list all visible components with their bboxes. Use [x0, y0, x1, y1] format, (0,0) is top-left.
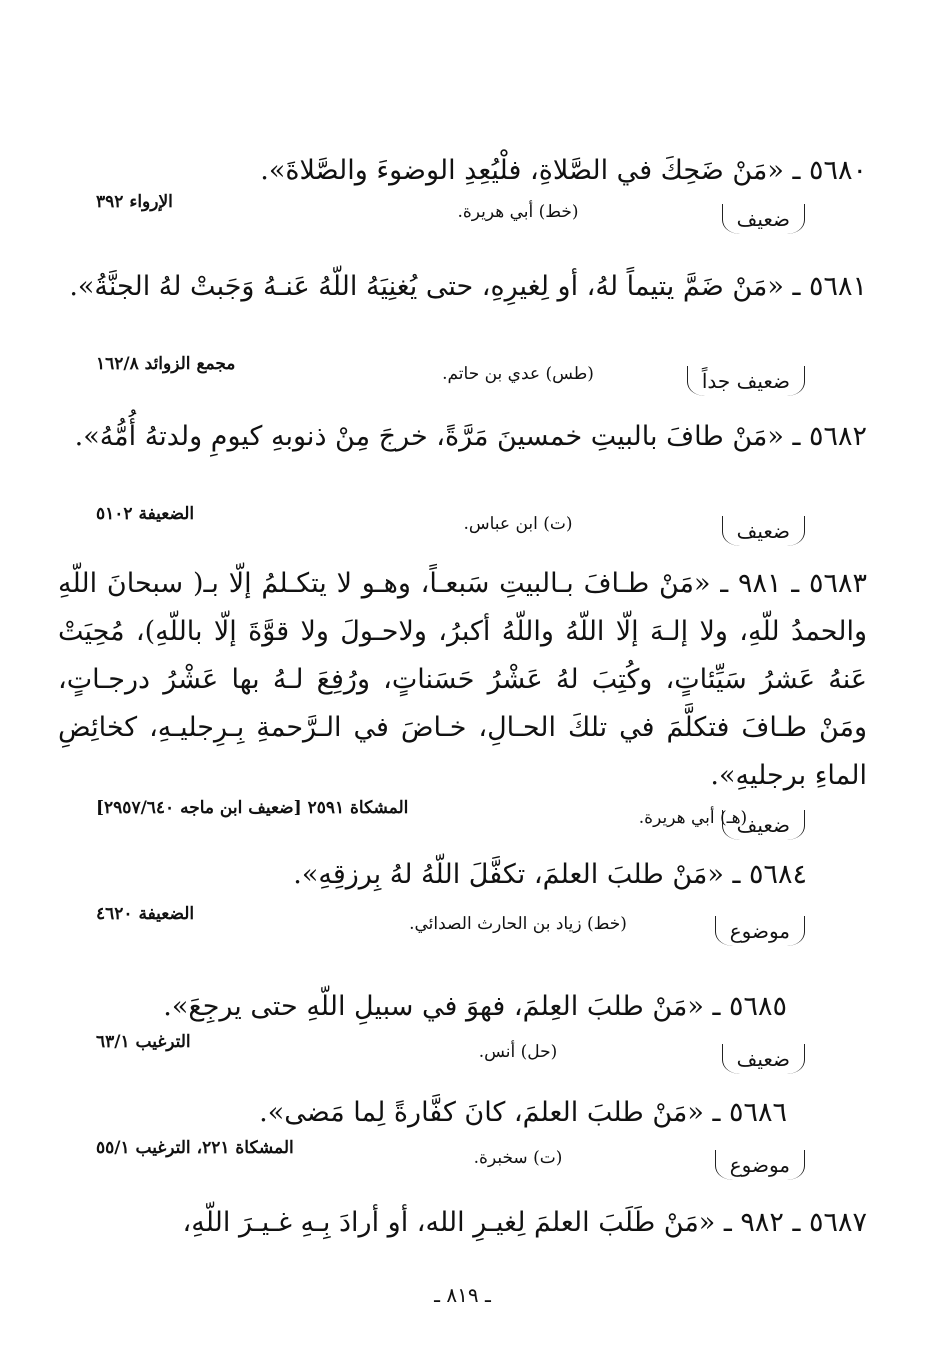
- grade-label: ضعيف جداً: [687, 366, 805, 396]
- meta-5683: [58, 798, 867, 846]
- reference-label: المشكاة ٢٢١، الترغيب ٥٥/١: [96, 1138, 294, 1158]
- hadith-5685: ٥٦٨٥ ـ «مَنْ طلبَ العِلمَ، فهوَ في سبيلِ اللّهِ حتى يرجِعَ».: [163, 991, 787, 1022]
- hadith-5681: ٥٦٨١ ـ «مَنْ ضَمَّ يتيماً لهُ، أو لِغيرِهِ، حتى يُغنِيَهُ اللّهُ عَنـهُ وَجَبتْ لهُ الجنَّةُ».: [69, 271, 867, 302]
- hadith-5680: ٥٦٨٠ ـ «مَنْ ضَحِكَ في الصَّلاةِ، فلْيُعِدِ الوضوءَ والصَّلاةَ».: [260, 155, 867, 186]
- meta-5680: [58, 192, 867, 240]
- grade-label: ضعيف: [722, 810, 805, 840]
- hadith-5684: ٥٦٨٤ ـ «مَنْ طلبَ العلمَ، تكفَّلَ اللّهُ لهُ بِرزقِهِ».: [293, 859, 807, 890]
- source-label: (خط) أبي هريرة.: [457, 202, 579, 222]
- source-label: (ت) سخبرة.: [473, 1148, 563, 1168]
- reference-label: الضعيفة ٥١٠٢: [96, 504, 195, 524]
- source-label: (ت) ابن عباس.: [463, 514, 573, 534]
- hadith-5687: ٥٦٨٧ ـ ٩٨٢ ـ «مَنْ طَلَبَ العلمَ لِغيـرِ الله، أو أرادَ بِـهِ غـيـرَ اللّهِ،: [182, 1207, 867, 1238]
- hadith-5686: ٥٦٨٦ ـ «مَنْ طلبَ العلمَ، كانَ كفَّارةً لِما مَضى».: [259, 1097, 787, 1128]
- hadith-5683: ٥٦٨٣ ـ ٩٨١ ـ «مَنْ طـافَ بـالبيتِ سَبعـاً، وهـو لا يتكـلمُ إلّا بـ( سبحانَ اللّهِ والحمدُ للّهِ، ولا إلـهَ إلّا اللّهُ واللّهُ أكبرُ، ولاحـولَ ولا قوَّةَ إلّا باللّهِ)، مُحِيَتْ عَنهُ عَشرُ سَيِّئاتٍ، وكُتِبَ لهُ عَشْرُ حَسَناتٍ، ورُفِعَ لـهُ بها عَشْرُ درجـاتٍ، ومَنْ طـافَ فتكلَّمَ في تلكَ الحـالِ، خـاضَ في الـرَّحمةِ بِـرِجليـهِ، كخائِضِ الماءِ برجليهِ».: [58, 568, 868, 791]
- reference-label: الضعيفة ٤٦٢٠: [96, 904, 195, 924]
- meta-5684: [58, 904, 867, 952]
- grade-label: ضعيف: [722, 516, 805, 546]
- page-number: ـ ٨١٩ ـ: [434, 1283, 491, 1307]
- meta-5685: [58, 1032, 867, 1080]
- meta-5682: [58, 504, 867, 552]
- meta-5681: [58, 354, 867, 402]
- hadith-5682: ٥٦٨٢ ـ «مَنْ طافَ بالبيتِ خمسينَ مَرَّةً، خرجَ مِنْ ذنوبهِ كيومِ ولدتهُ أُمُّهُ».: [74, 421, 867, 452]
- source-label: (هـ) أبي هريرة.: [638, 808, 748, 828]
- grade-label: موضوع: [715, 916, 805, 946]
- source-label: (حل) أنس.: [478, 1042, 558, 1062]
- grade-label: موضوع: [715, 1150, 805, 1180]
- source-label: (طس) عدي بن حاتم.: [442, 364, 594, 384]
- reference-label: المشكاة ٢٥٩١ [ضعيف ابن ماجه ٢٩٥٧/٦٤٠]: [96, 798, 409, 818]
- meta-5686: [58, 1138, 867, 1186]
- reference-label: الإرواء ٣٩٢: [96, 192, 173, 212]
- reference-label: الترغيب ٦٣/١: [96, 1032, 191, 1052]
- source-label: (خط) زياد بن الحارث الصدائي.: [409, 914, 627, 934]
- grade-label: ضعيف: [722, 1044, 805, 1074]
- grade-label: ضعيف: [722, 204, 805, 234]
- reference-label: مجمع الزوائد ١٦٢/٨: [96, 354, 236, 374]
